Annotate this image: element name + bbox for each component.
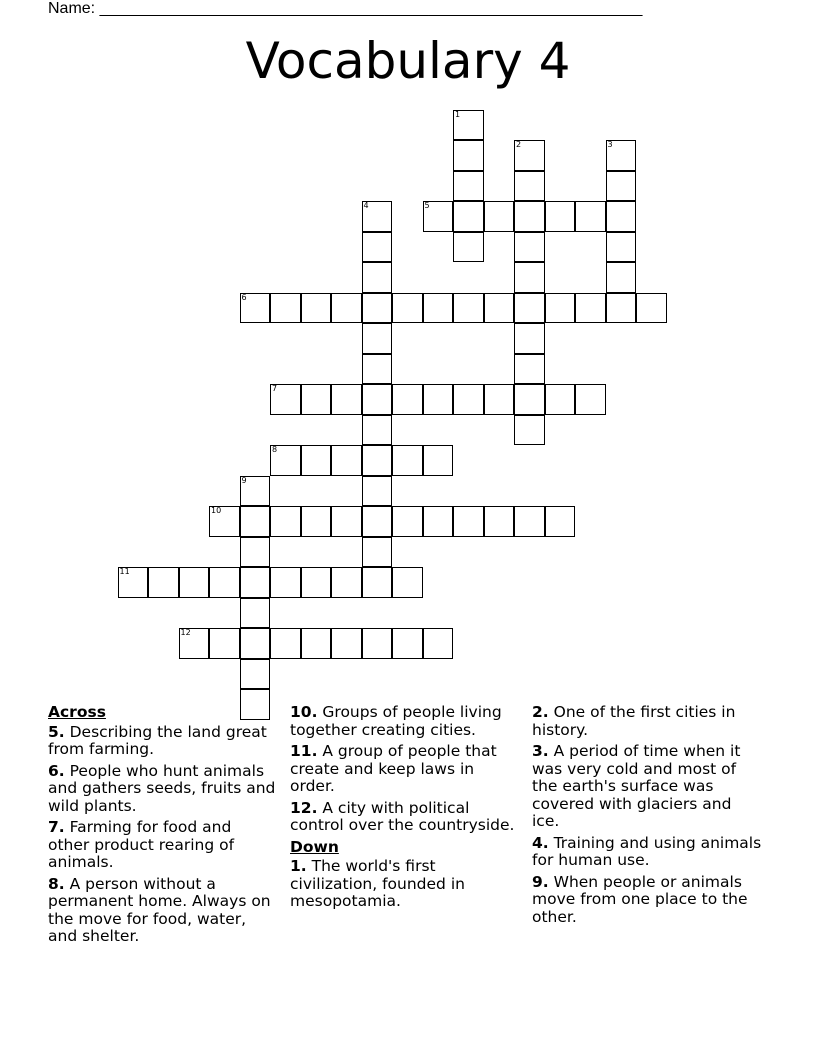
crossword-cell[interactable] (606, 140, 637, 171)
crossword-cell[interactable] (575, 384, 606, 415)
crossword-cell[interactable] (392, 445, 423, 476)
crossword-cell[interactable] (179, 567, 210, 598)
clue-text: A city with political control over the countryside. (290, 798, 515, 834)
clue-number: 4. (532, 833, 549, 852)
crossword-cell[interactable] (514, 354, 545, 385)
crossword-cell[interactable] (270, 445, 301, 476)
clue-number: 6 (241, 292, 247, 302)
crossword-cell[interactable] (362, 415, 393, 446)
crossword-cell[interactable] (362, 628, 393, 659)
crossword-cell[interactable] (362, 537, 393, 568)
clue-column-3 (532, 704, 762, 930)
clue-text: Training and using animals for human use. (532, 833, 762, 869)
crossword-cell[interactable] (240, 476, 271, 507)
crossword-cell[interactable] (301, 567, 332, 598)
clue-column-1 (48, 704, 276, 950)
clue-text: Describing the land great from farming. (48, 722, 267, 758)
crossword-cell[interactable] (453, 384, 484, 415)
crossword-cell[interactable] (270, 384, 301, 415)
crossword-cell[interactable] (545, 293, 576, 324)
clue-number: 9 (241, 475, 247, 485)
clue-text: A group of people that create and keep laws in order. (290, 742, 497, 795)
crossword-cell[interactable] (514, 323, 545, 354)
crossword-cell[interactable] (636, 293, 667, 324)
clue-number: 1 (455, 109, 461, 119)
clue (290, 800, 518, 835)
crossword-cell[interactable] (606, 232, 637, 263)
clue-number: 5 (424, 201, 430, 210)
crossword-cell[interactable] (301, 628, 332, 659)
clue (48, 724, 276, 759)
crossword-cell[interactable] (514, 415, 545, 446)
crossword-cell[interactable] (362, 476, 393, 507)
crossword-cell[interactable] (331, 628, 362, 659)
clue (290, 704, 518, 739)
clue-section-header: Across (48, 703, 106, 721)
crossword-cell[interactable] (514, 384, 545, 415)
crossword-cell[interactable] (514, 171, 545, 202)
crossword-cell[interactable] (514, 140, 545, 171)
crossword-cell[interactable] (514, 262, 545, 293)
crossword-cell[interactable] (423, 293, 454, 324)
clue-text: A period of time when it was very cold and most of the earth's surface was covered with glaciers and ice. (532, 742, 741, 830)
crossword-cell[interactable] (209, 628, 240, 659)
crossword-cell[interactable] (362, 262, 393, 293)
clue (532, 874, 762, 927)
clue-number: 8 (272, 445, 278, 454)
crossword-cell[interactable] (392, 384, 423, 415)
crossword-cell[interactable] (392, 567, 423, 598)
crossword-cell[interactable] (453, 110, 484, 141)
crossword-cell[interactable] (545, 384, 576, 415)
crossword-cell[interactable] (606, 171, 637, 202)
crossword-cell[interactable] (423, 384, 454, 415)
crossword-cell[interactable] (606, 201, 637, 232)
clue-number: 1. (290, 857, 307, 875)
crossword-cell[interactable] (240, 506, 271, 537)
clue-column-2 (290, 704, 518, 915)
clue-number: 8. (48, 874, 65, 893)
clue-number: 10 (211, 506, 222, 515)
crossword-cell[interactable] (453, 232, 484, 263)
crossword-cell[interactable] (392, 506, 423, 537)
clue-number: 11 (119, 567, 130, 576)
clue-number: 11. (290, 742, 318, 760)
crossword-cell[interactable] (392, 293, 423, 324)
clue-number: 4 (363, 201, 369, 210)
crossword-cell[interactable] (331, 567, 362, 598)
clue-number: 7 (272, 384, 278, 393)
crossword-cell[interactable] (209, 506, 240, 537)
crossword-cell[interactable] (301, 384, 332, 415)
clue-number: 3. (532, 742, 549, 760)
clue-text: A person without a permanent home. Always on the move for food, water, and shelter. (48, 874, 271, 945)
name-line: Name: _____________________________________________________________ (48, 0, 643, 17)
crossword-cell[interactable] (392, 628, 423, 659)
crossword-cell[interactable] (423, 506, 454, 537)
crossword-cell[interactable] (545, 506, 576, 537)
crossword-cell[interactable] (209, 567, 240, 598)
crossword-cell[interactable] (270, 628, 301, 659)
crossword-cell[interactable] (606, 293, 637, 324)
crossword-cell[interactable] (453, 506, 484, 537)
clue-number: 7. (48, 818, 65, 836)
page-title: Vocabulary 4 (245, 32, 571, 90)
clue-number: 2. (532, 703, 549, 721)
crossword-cell[interactable] (362, 384, 393, 415)
crossword-cell[interactable] (575, 293, 606, 324)
clue (290, 858, 518, 911)
crossword-cell[interactable] (240, 659, 271, 690)
clue-number: 6. (48, 761, 65, 780)
crossword-cell[interactable] (362, 506, 393, 537)
crossword-cell[interactable] (362, 567, 393, 598)
clue-text: Groups of people living together creating cities. (290, 703, 502, 739)
clue-number: 12. (290, 798, 318, 817)
clue-text: Farming for food and other product rearing of animals. (48, 818, 235, 871)
crossword-cell[interactable] (331, 293, 362, 324)
clue-number: 10. (290, 703, 318, 721)
clue (290, 743, 518, 796)
crossword-cell[interactable] (331, 445, 362, 476)
crossword-cell[interactable] (423, 445, 454, 476)
clue (48, 763, 276, 816)
crossword-cell[interactable] (362, 293, 393, 324)
crossword-cell[interactable] (331, 506, 362, 537)
crossword-cell[interactable] (423, 201, 454, 232)
clue-number: 5. (48, 722, 65, 741)
clue-number: 2 (516, 140, 522, 149)
clue-number: 12 (180, 628, 191, 637)
clue-number: 3 (607, 140, 613, 149)
crossword-cell[interactable] (453, 293, 484, 324)
crossword-cell[interactable] (514, 201, 545, 232)
crossword-cell[interactable] (270, 567, 301, 598)
crossword-cell[interactable] (545, 201, 576, 232)
clue (48, 819, 276, 872)
clue (532, 835, 762, 870)
clue-text: The world's first civilization, founded in mesopotamia. (290, 857, 465, 910)
crossword-cell[interactable] (484, 293, 515, 324)
clue-text: When people or animals move from one place to the other. (532, 872, 748, 926)
crossword-cell[interactable] (301, 506, 332, 537)
crossword-cell[interactable] (362, 354, 393, 385)
crossword-cell[interactable] (484, 201, 515, 232)
crossword-cell[interactable] (270, 293, 301, 324)
crossword-cell[interactable] (301, 445, 332, 476)
crossword-cell[interactable] (148, 567, 179, 598)
crossword-cell[interactable] (118, 567, 149, 598)
clue-text: One of the first cities in history. (532, 703, 736, 739)
crossword-cell[interactable] (240, 598, 271, 629)
clue (532, 743, 762, 831)
crossword-cell[interactable] (240, 567, 271, 598)
crossword-cell[interactable] (453, 201, 484, 232)
clue-number: 9. (532, 872, 549, 891)
crossword-cell[interactable] (423, 628, 454, 659)
crossword-cell[interactable] (606, 262, 637, 293)
crossword-cell[interactable] (270, 506, 301, 537)
crossword-cell[interactable] (453, 171, 484, 202)
clue-text: People who hunt animals and gathers seeds, fruits and wild plants. (48, 761, 276, 815)
crossword-cell[interactable] (301, 293, 332, 324)
crossword-cell[interactable] (362, 201, 393, 232)
crossword-cell[interactable] (484, 506, 515, 537)
crossword-cell[interactable] (514, 293, 545, 324)
crossword-cell[interactable] (240, 293, 271, 324)
clue-section-header: Down (290, 837, 339, 856)
crossword-cell[interactable] (514, 506, 545, 537)
crossword-cell[interactable] (362, 323, 393, 354)
crossword-cell[interactable] (362, 445, 393, 476)
crossword-cell[interactable] (453, 140, 484, 171)
clue (48, 876, 276, 946)
crossword-cell[interactable] (362, 232, 393, 263)
crossword-cell[interactable] (575, 201, 606, 232)
crossword-cell[interactable] (240, 537, 271, 568)
crossword-cell[interactable] (179, 628, 210, 659)
crossword-cell[interactable] (331, 384, 362, 415)
clue (532, 704, 762, 739)
crossword-cell[interactable] (514, 232, 545, 263)
crossword-cell[interactable] (240, 628, 271, 659)
crossword-cell[interactable] (484, 384, 515, 415)
